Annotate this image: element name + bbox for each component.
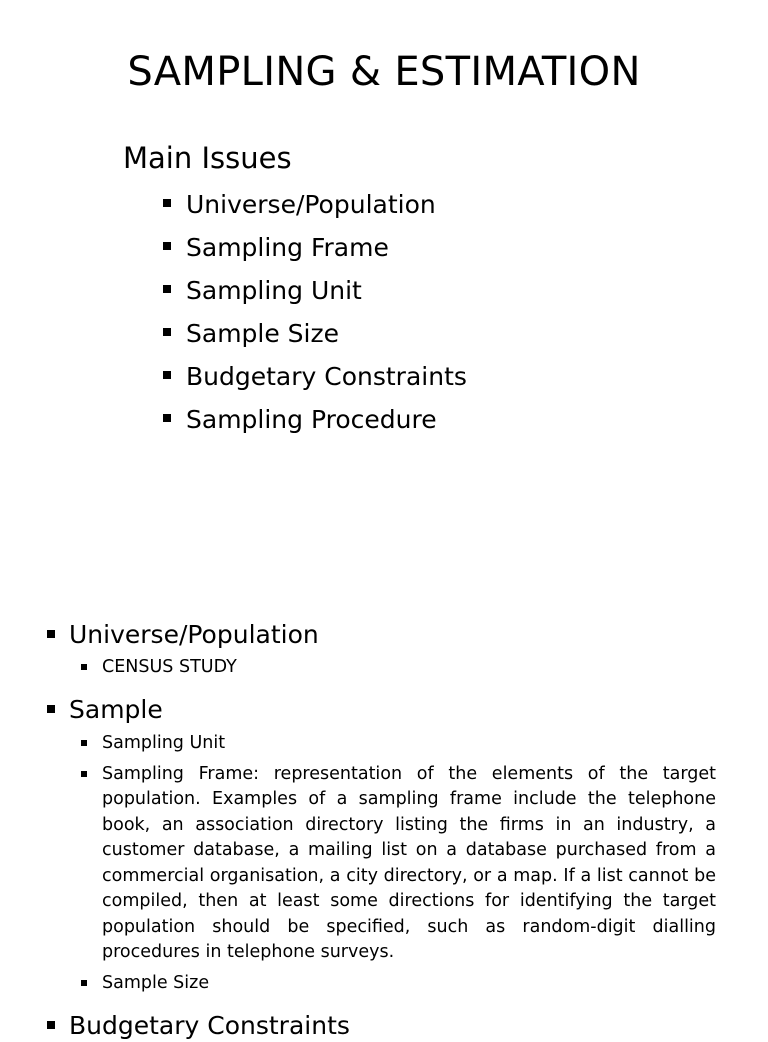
square-bullet-icon	[81, 740, 87, 746]
square-bullet-icon	[47, 1021, 55, 1029]
list-item-text: Sampling Unit	[186, 276, 362, 305]
sampling-frame-item	[79, 762, 716, 966]
list-item-text: Sampling Procedure	[186, 405, 437, 434]
square-bullet-icon	[81, 771, 87, 777]
square-bullet-icon	[163, 414, 171, 422]
list-item	[162, 187, 467, 230]
square-bullet-icon	[47, 705, 55, 713]
square-bullet-icon	[81, 980, 87, 986]
sample-heading	[45, 694, 725, 726]
square-bullet-icon	[163, 285, 171, 293]
budgetary-heading-text: Budgetary Constraints	[69, 1011, 350, 1040]
census-study-item	[79, 655, 716, 681]
budgetary-section	[45, 1010, 725, 1042]
budgetary-heading	[45, 1010, 725, 1042]
universe-heading	[45, 619, 725, 651]
list-item	[162, 230, 467, 273]
sampling-frame-text: Sampling Frame: representation of the elements of the target population. Examples of a sampling frame include the telephone book, an association directory listing the firms in an industry, a customer database, a mailing list on a database purchased from a commercial organisation, a city directory, or a map. If a list cannot be compiled, then at least some directions for identifying the target population should be specified, such as random-digit dialling procedures in telephone surveys.	[102, 763, 716, 962]
slide-sampling-details	[0, 590, 768, 1040]
list-item-text: Universe/Population	[186, 190, 436, 219]
sample-section	[45, 694, 725, 996]
sample-size-item	[79, 971, 716, 997]
census-study-text: CENSUS STUDY	[102, 657, 237, 677]
square-bullet-icon	[47, 630, 55, 638]
square-bullet-icon	[81, 664, 87, 670]
list-item	[162, 359, 467, 402]
square-bullet-icon	[163, 371, 171, 379]
square-bullet-icon	[163, 328, 171, 336]
list-item	[162, 402, 467, 445]
slide-title: SAMPLING & ESTIMATION	[127, 49, 641, 95]
main-issues-list	[162, 187, 467, 445]
list-item	[162, 316, 467, 359]
sample-heading-text: Sample	[69, 695, 163, 724]
list-item-text: Budgetary Constraints	[186, 362, 467, 391]
square-bullet-icon	[163, 242, 171, 250]
sampling-unit-text: Sampling Unit	[102, 733, 226, 753]
list-item-text: Sampling Frame	[186, 233, 389, 262]
universe-heading-text: Universe/Population	[69, 620, 319, 649]
list-item	[162, 273, 467, 316]
sampling-unit-item	[79, 731, 716, 757]
main-issues-heading: Main Issues	[123, 141, 292, 175]
universe-section	[45, 619, 725, 681]
list-item-text: Sample Size	[186, 319, 340, 348]
sample-size-text: Sample Size	[102, 972, 210, 993]
square-bullet-icon	[163, 199, 171, 207]
